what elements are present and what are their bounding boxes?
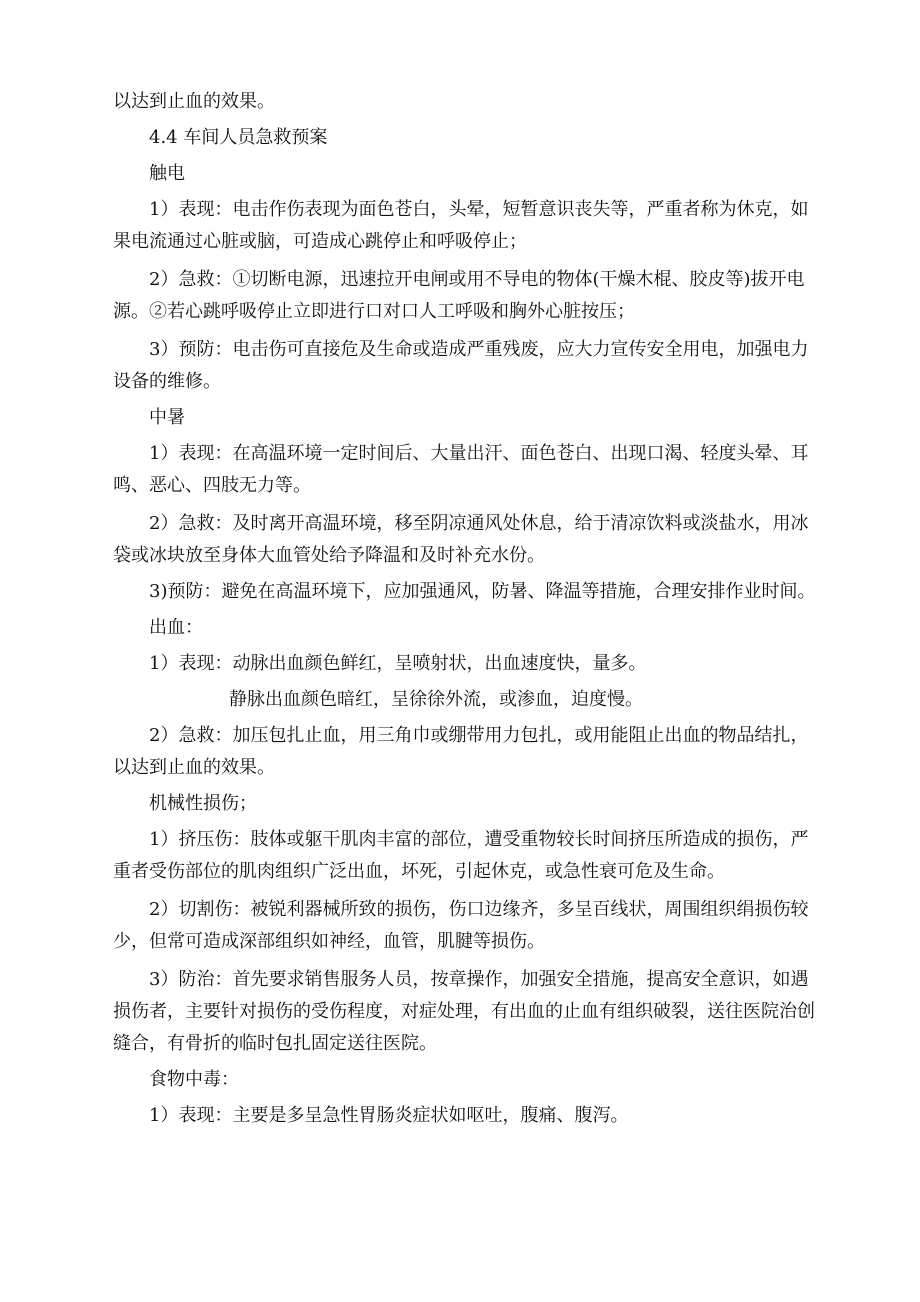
subsection-heading: 机械性损伤； (149, 793, 257, 814)
text-line: 3)预防：避免在高温环境下，应加强通风，防暑、降温等措施，合理安排作业时间。 (149, 581, 816, 602)
text-line: 3）防治：首先要求销售服务人员，按章操作，加强安全措施，提高安全意识，如遇 (149, 969, 809, 990)
text-line: 缝合，有骨折的临时包扎固定送往医院。 (113, 1033, 437, 1054)
text-line: 源。②若心跳呼吸停止立即进行口对口人工呼吸和胸外心脏按压； (113, 301, 635, 322)
text-line: 果电流通过心脏或脑，可造成心跳停止和呼吸停止； (113, 231, 527, 252)
subsection-heading: 触电 (149, 163, 185, 184)
document-body (113, 86, 833, 1132)
text-line: 损伤者，主要针对损伤的受伤程度，对症处理，有出血的止血有组织破裂，送往医院治创 (113, 1001, 815, 1022)
text-line: 袋或冰块放至身体大血管处给予降温和及时补充水份。 (113, 545, 545, 566)
subsection-heading: 中暑 (149, 407, 185, 428)
text-line: 1）挤压伤：肢体或躯干肌肉丰富的部位，遭受重物较长时间挤压所造成的损伤，严 (149, 829, 809, 850)
text-line: 静脉出血颜色暗红，呈徐徐外流，或渗血，迫度慢。 (229, 689, 643, 710)
text-line: 2）急救：及时离开高温环境，移至阴凉通风处休息，给于清凉饮料或淡盐水，用冰 (149, 513, 809, 534)
text-line: 2）切割伤：被锐利器械所致的损伤，伤口边缘齐，多呈百线状，周围组织绢损伤较 (149, 899, 809, 920)
text-line: 1）表现：在高温环境一定时间后、大量出汗、面色苍白、出现口渴、轻度头晕、耳 (149, 443, 809, 464)
text-line: 1）表现：电击作伤表现为面色苍白，头晕，短暂意识丧失等，严重者称为休克，如 (149, 199, 809, 220)
text-line: 以达到止血的效果。 (113, 91, 275, 112)
text-line: 设备的维修。 (113, 371, 221, 392)
text-line: 3）预防：电击伤可直接危及生命或造成严重残废，应大力宣传安全用电，加强电力 (149, 339, 809, 360)
text-line: 鸣、恶心、四肢无力等。 (113, 475, 311, 496)
text-line: 1）表现：动脉出血颜色鲜红，呈喷射状，出血速度快，量多。 (149, 653, 647, 674)
text-line: 少，但常可造成深部组织如神经，血管，肌腱等损伤。 (113, 931, 545, 952)
text-line: 以达到止血的效果。 (113, 757, 275, 778)
subsection-heading: 食物中毒： (149, 1069, 239, 1090)
text-line: 重者受伤部位的肌肉组织广泛出血，坏死，引起休克，或急性衰可危及生命。 (113, 861, 725, 882)
section-heading: 4.4 车间人员急救预案 (149, 127, 328, 148)
text-line: 1）表现：主要是多呈急性胃肠炎症状如呕吐，腹痛、腹泻。 (149, 1105, 629, 1126)
subsection-heading: 出血： (149, 617, 203, 638)
text-line: 2）急救：加压包扎止血，用三角巾或绷带用力包扎，或用能阻止出血的物品结扎， (149, 725, 809, 746)
text-line: 2）急救：①切断电源，迅速拉开电闸或用不导电的物体(干燥木棍、胶皮等)拔开电 (149, 269, 805, 290)
